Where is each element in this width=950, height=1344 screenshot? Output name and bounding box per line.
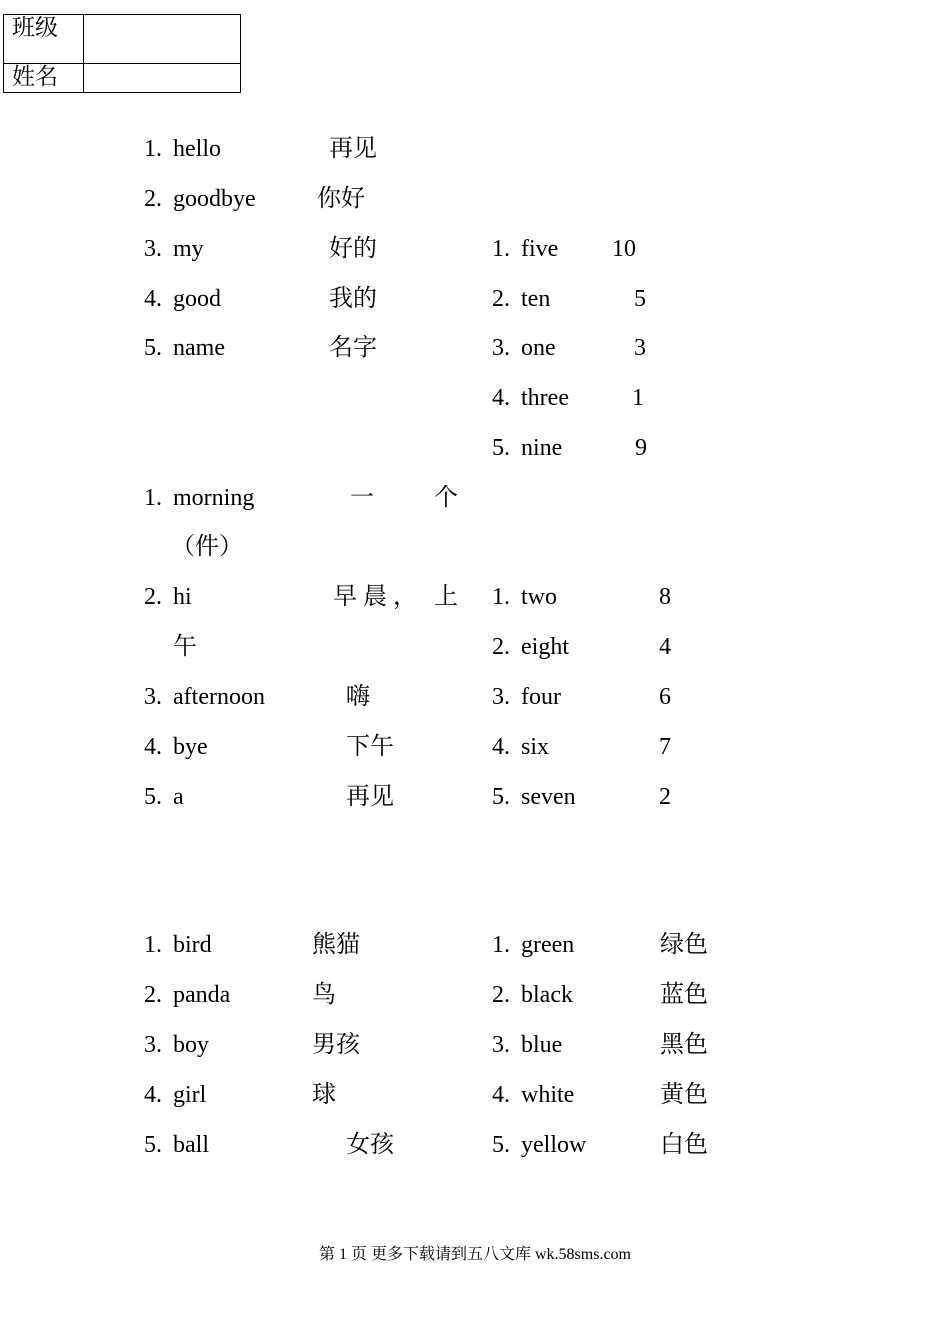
vocab-meaning: 下午 <box>346 734 394 760</box>
vocab-word: goodbye <box>173 186 256 212</box>
vocab-word: six <box>521 734 550 760</box>
vocab-meaning: 黑色 <box>660 1032 708 1058</box>
vocab-meaning: 男孩 <box>312 1032 360 1058</box>
vocab-word: yellow <box>521 1132 587 1158</box>
vocab-word: name <box>173 335 225 361</box>
student-info-table <box>3 14 241 93</box>
vocab-meaning: 10 <box>612 236 636 262</box>
vocab-word: green <box>521 932 575 958</box>
vocab-meaning-tail: 上 <box>434 584 458 610</box>
vocab-meaning: 8 <box>659 584 671 610</box>
vocab-word: three <box>521 385 569 411</box>
vocab-word: hi <box>173 584 192 610</box>
vocab-word: panda <box>173 982 231 1008</box>
vocab-word: one <box>521 335 556 361</box>
vocab-meaning: 我的 <box>329 286 377 312</box>
page-footer: 第 1 页 更多下载请到五八文库 wk.58sms.com <box>318 1246 631 1263</box>
vocab-meaning: 名字 <box>329 335 377 361</box>
vocab-word: two <box>521 584 557 610</box>
vocab-meaning: 一 <box>350 485 374 511</box>
vocab-word: black <box>521 982 573 1008</box>
vocab-meaning-tail: 个 <box>434 485 458 511</box>
vocab-word: five <box>521 236 559 262</box>
vocab-meaning: 你好 <box>317 186 365 212</box>
class-label: 班级 <box>4 15 84 64</box>
vocab-word: ten <box>521 286 551 312</box>
vocab-word: four <box>521 684 561 710</box>
vocab-word: girl <box>173 1082 207 1108</box>
vocab-word: white <box>521 1082 575 1108</box>
vocab-word: afternoon <box>173 684 265 710</box>
vocab-meaning: 早 晨 ， <box>333 584 417 610</box>
name-value-cell <box>84 64 241 93</box>
vocab-meaning: 熊猫 <box>312 932 360 958</box>
vocab-meaning: 球 <box>312 1082 336 1108</box>
vocab-word: eight <box>521 634 569 660</box>
vocab-meaning: 女孩 <box>346 1132 394 1158</box>
vocab-meaning: 3 <box>634 335 646 361</box>
list-item-wrap: （件） <box>171 534 243 560</box>
vocab-word: boy <box>173 1032 209 1058</box>
vocab-meaning: 2 <box>659 784 671 810</box>
list-item-wrap: 午 <box>173 634 197 660</box>
vocab-meaning: 再见 <box>329 136 377 162</box>
vocab-word: bye <box>173 734 208 760</box>
vocab-meaning: 7 <box>659 734 671 760</box>
vocab-meaning: 9 <box>635 435 647 461</box>
vocab-word: seven <box>521 784 576 810</box>
vocab-meaning: 嗨 <box>346 684 370 710</box>
class-value-cell <box>84 15 241 64</box>
vocab-meaning: 鸟 <box>312 982 336 1008</box>
vocab-meaning: 1 <box>632 385 644 411</box>
vocab-word: my <box>173 236 204 262</box>
vocab-meaning: 再见 <box>346 784 394 810</box>
vocab-meaning: 6 <box>659 684 671 710</box>
vocab-word: ball <box>173 1132 209 1158</box>
vocab-meaning: 蓝色 <box>660 982 708 1008</box>
vocab-meaning: 4 <box>659 634 671 660</box>
vocab-meaning: 白色 <box>660 1132 708 1158</box>
vocab-word: a <box>173 784 184 810</box>
vocab-word: good <box>173 286 221 312</box>
vocab-word: hello <box>173 136 221 162</box>
name-label: 姓名 <box>4 64 84 93</box>
vocab-word: blue <box>521 1032 563 1058</box>
vocab-meaning: 黄色 <box>660 1082 708 1108</box>
vocab-word: morning <box>173 485 255 511</box>
vocab-word: bird <box>173 932 212 958</box>
vocab-word: nine <box>521 435 563 461</box>
vocab-meaning: 5 <box>634 286 646 312</box>
vocab-meaning: 好的 <box>329 236 377 262</box>
vocab-meaning: 绿色 <box>660 932 708 958</box>
